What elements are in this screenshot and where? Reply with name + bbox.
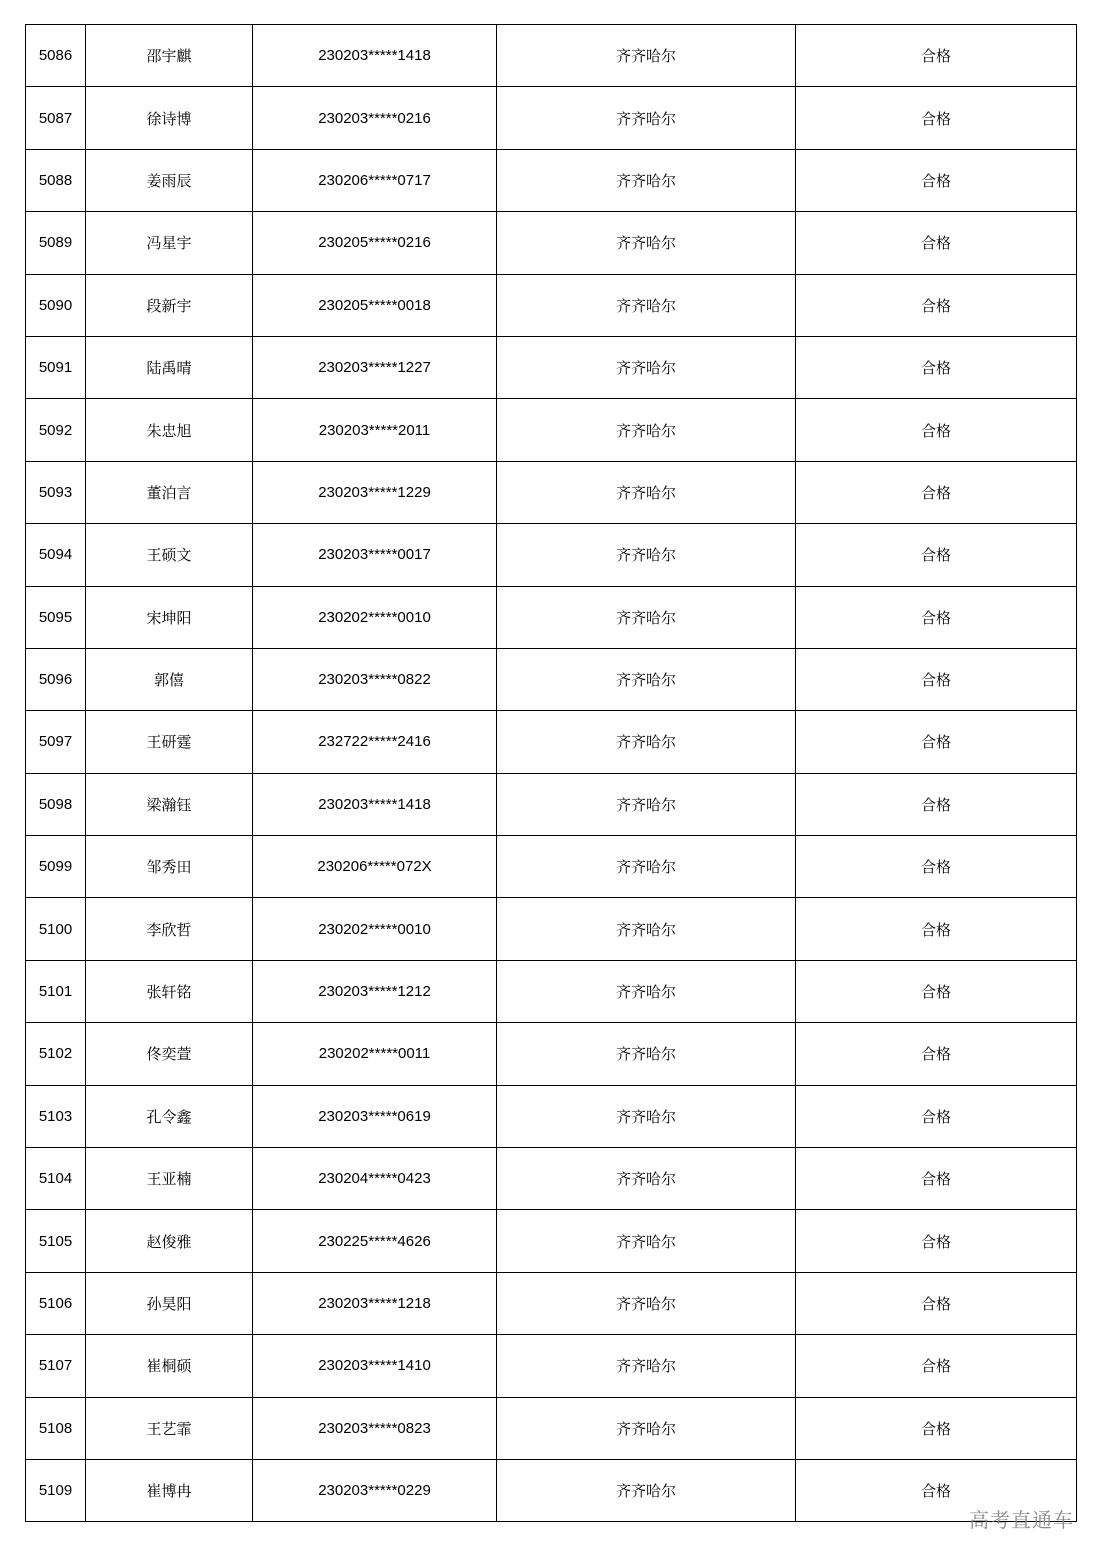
- row-result: 合格: [796, 836, 1077, 898]
- row-city: 齐齐哈尔: [497, 25, 796, 87]
- row-city: 齐齐哈尔: [497, 524, 796, 586]
- row-city: 齐齐哈尔: [497, 648, 796, 710]
- row-city: 齐齐哈尔: [497, 1272, 796, 1334]
- row-seq-number: 5088: [26, 149, 86, 211]
- row-result: 合格: [796, 1023, 1077, 1085]
- table-row: [26, 25, 1077, 87]
- row-student-name: 崔桐硕: [86, 1335, 253, 1397]
- table-row: [26, 711, 1077, 773]
- row-result: 合格: [796, 1397, 1077, 1459]
- row-result: 合格: [796, 1335, 1077, 1397]
- row-id-number: 230206*****0717: [253, 149, 497, 211]
- row-student-name: 邹秀田: [86, 836, 253, 898]
- row-seq-number: 5102: [26, 1023, 86, 1085]
- row-result: 合格: [796, 212, 1077, 274]
- row-result: 合格: [796, 1210, 1077, 1272]
- row-city: 齐齐哈尔: [497, 586, 796, 648]
- row-student-name: 郭僖: [86, 648, 253, 710]
- row-id-number: 230203*****1218: [253, 1272, 497, 1334]
- row-seq-number: 5109: [26, 1459, 86, 1521]
- table-row: [26, 1148, 1077, 1210]
- table-row: [26, 1459, 1077, 1521]
- row-city: 齐齐哈尔: [497, 149, 796, 211]
- table-row: [26, 1023, 1077, 1085]
- row-id-number: 230203*****0822: [253, 648, 497, 710]
- table-row: [26, 1397, 1077, 1459]
- row-seq-number: 5087: [26, 87, 86, 149]
- row-student-name: 张轩铭: [86, 960, 253, 1022]
- row-seq-number: 5097: [26, 711, 86, 773]
- row-student-name: 董泊言: [86, 461, 253, 523]
- row-result: 合格: [796, 773, 1077, 835]
- row-id-number: 230202*****0011: [253, 1023, 497, 1085]
- row-student-name: 朱忠旭: [86, 399, 253, 461]
- row-city: 齐齐哈尔: [497, 898, 796, 960]
- row-seq-number: 5086: [26, 25, 86, 87]
- row-seq-number: 5108: [26, 1397, 86, 1459]
- row-id-number: 230203*****0229: [253, 1459, 497, 1521]
- table-row: [26, 524, 1077, 586]
- row-seq-number: 5095: [26, 586, 86, 648]
- row-student-name: 宋坤阳: [86, 586, 253, 648]
- row-seq-number: 5099: [26, 836, 86, 898]
- row-result: 合格: [796, 1085, 1077, 1147]
- row-result: 合格: [796, 524, 1077, 586]
- row-result: 合格: [796, 87, 1077, 149]
- table-row: [26, 149, 1077, 211]
- row-city: 齐齐哈尔: [497, 960, 796, 1022]
- row-student-name: 孙昊阳: [86, 1272, 253, 1334]
- row-city: 齐齐哈尔: [497, 1085, 796, 1147]
- row-id-number: 230203*****1212: [253, 960, 497, 1022]
- table-row: [26, 586, 1077, 648]
- row-seq-number: 5103: [26, 1085, 86, 1147]
- table-row: [26, 1335, 1077, 1397]
- row-result: 合格: [796, 1272, 1077, 1334]
- row-seq-number: 5104: [26, 1148, 86, 1210]
- row-city: 齐齐哈尔: [497, 1459, 796, 1521]
- row-id-number: 230203*****0017: [253, 524, 497, 586]
- results-table: [25, 24, 1077, 1522]
- row-student-name: 孔令鑫: [86, 1085, 253, 1147]
- row-id-number: 230203*****0619: [253, 1085, 497, 1147]
- row-result: 合格: [796, 399, 1077, 461]
- row-result: 合格: [796, 1148, 1077, 1210]
- row-seq-number: 5093: [26, 461, 86, 523]
- row-id-number: 230205*****0018: [253, 274, 497, 336]
- row-seq-number: 5090: [26, 274, 86, 336]
- row-id-number: 230203*****0216: [253, 87, 497, 149]
- table-row: [26, 648, 1077, 710]
- row-city: 齐齐哈尔: [497, 1210, 796, 1272]
- row-city: 齐齐哈尔: [497, 399, 796, 461]
- row-city: 齐齐哈尔: [497, 1148, 796, 1210]
- row-id-number: 230206*****072X: [253, 836, 497, 898]
- row-id-number: 230203*****1229: [253, 461, 497, 523]
- row-result: 合格: [796, 898, 1077, 960]
- row-result: 合格: [796, 1459, 1077, 1521]
- row-student-name: 赵俊雅: [86, 1210, 253, 1272]
- row-result: 合格: [796, 336, 1077, 398]
- table-row: [26, 212, 1077, 274]
- row-seq-number: 5100: [26, 898, 86, 960]
- row-city: 齐齐哈尔: [497, 711, 796, 773]
- table-row: [26, 336, 1077, 398]
- row-student-name: 崔博冉: [86, 1459, 253, 1521]
- row-seq-number: 5089: [26, 212, 86, 274]
- row-city: 齐齐哈尔: [497, 773, 796, 835]
- row-student-name: 陆禹晴: [86, 336, 253, 398]
- table-row: [26, 1085, 1077, 1147]
- row-id-number: 230203*****2011: [253, 399, 497, 461]
- row-seq-number: 5106: [26, 1272, 86, 1334]
- table-row: [26, 87, 1077, 149]
- row-result: 合格: [796, 461, 1077, 523]
- row-result: 合格: [796, 586, 1077, 648]
- row-id-number: 230203*****0823: [253, 1397, 497, 1459]
- table-row: [26, 960, 1077, 1022]
- row-student-name: 梁瀚钰: [86, 773, 253, 835]
- row-result: 合格: [796, 149, 1077, 211]
- row-id-number: 230203*****1418: [253, 25, 497, 87]
- row-result: 合格: [796, 711, 1077, 773]
- row-student-name: 李欣哲: [86, 898, 253, 960]
- watermark: 高考直通车: [969, 1508, 1074, 1532]
- row-student-name: 佟奕萱: [86, 1023, 253, 1085]
- row-city: 齐齐哈尔: [497, 336, 796, 398]
- row-id-number: 230203*****1227: [253, 336, 497, 398]
- table-row: [26, 898, 1077, 960]
- row-seq-number: 5091: [26, 336, 86, 398]
- row-city: 齐齐哈尔: [497, 836, 796, 898]
- table-row: [26, 1272, 1077, 1334]
- row-student-name: 王硕文: [86, 524, 253, 586]
- row-seq-number: 5107: [26, 1335, 86, 1397]
- row-city: 齐齐哈尔: [497, 212, 796, 274]
- row-seq-number: 5096: [26, 648, 86, 710]
- row-student-name: 王研霆: [86, 711, 253, 773]
- row-city: 齐齐哈尔: [497, 274, 796, 336]
- row-city: 齐齐哈尔: [497, 1335, 796, 1397]
- row-city: 齐齐哈尔: [497, 1397, 796, 1459]
- row-city: 齐齐哈尔: [497, 1023, 796, 1085]
- row-seq-number: 5098: [26, 773, 86, 835]
- row-student-name: 王艺霏: [86, 1397, 253, 1459]
- table-row: [26, 836, 1077, 898]
- row-result: 合格: [796, 274, 1077, 336]
- row-result: 合格: [796, 960, 1077, 1022]
- row-student-name: 段新宇: [86, 274, 253, 336]
- row-student-name: 冯星宇: [86, 212, 253, 274]
- row-id-number: 230202*****0010: [253, 586, 497, 648]
- row-id-number: 230225*****4626: [253, 1210, 497, 1272]
- row-city: 齐齐哈尔: [497, 87, 796, 149]
- row-id-number: 230202*****0010: [253, 898, 497, 960]
- table-row: [26, 399, 1077, 461]
- table-row: [26, 274, 1077, 336]
- row-seq-number: 5105: [26, 1210, 86, 1272]
- row-seq-number: 5092: [26, 399, 86, 461]
- row-id-number: 230205*****0216: [253, 212, 497, 274]
- row-student-name: 姜雨辰: [86, 149, 253, 211]
- row-seq-number: 5094: [26, 524, 86, 586]
- row-result: 合格: [796, 648, 1077, 710]
- row-student-name: 徐诗博: [86, 87, 253, 149]
- row-id-number: 232722*****2416: [253, 711, 497, 773]
- row-student-name: 邵宇麒: [86, 25, 253, 87]
- row-student-name: 王亚楠: [86, 1148, 253, 1210]
- table-row: [26, 461, 1077, 523]
- row-id-number: 230203*****1418: [253, 773, 497, 835]
- row-seq-number: 5101: [26, 960, 86, 1022]
- table-row: [26, 1210, 1077, 1272]
- row-id-number: 230203*****1410: [253, 1335, 497, 1397]
- table-row: [26, 773, 1077, 835]
- row-result: 合格: [796, 25, 1077, 87]
- row-city: 齐齐哈尔: [497, 461, 796, 523]
- results-table-body: [26, 25, 1077, 1522]
- row-id-number: 230204*****0423: [253, 1148, 497, 1210]
